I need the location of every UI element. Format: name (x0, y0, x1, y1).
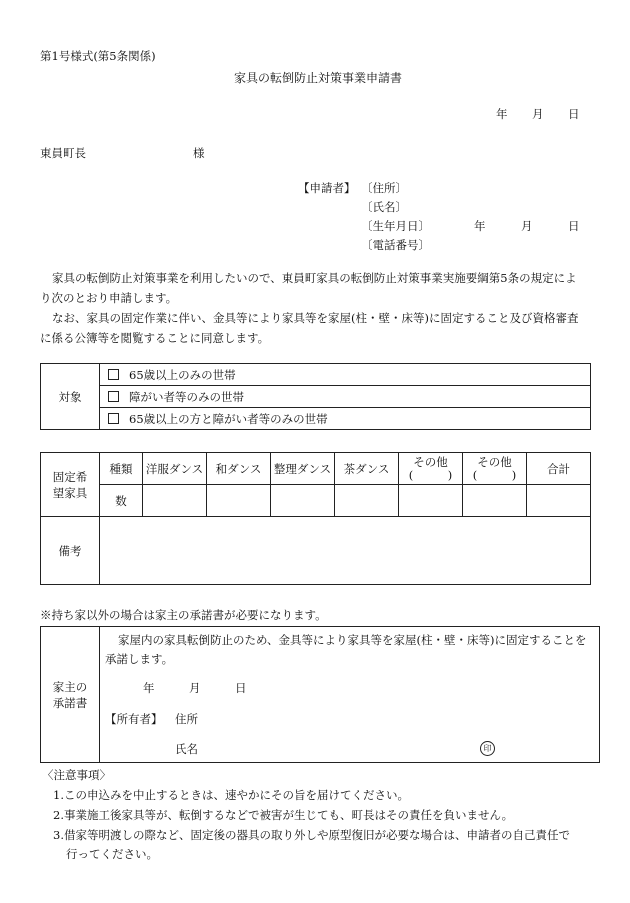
count-cell[interactable] (399, 485, 463, 517)
applicant-label: 【申請者】 (298, 181, 356, 195)
form-title: 家具の転倒防止対策事業申請書 (234, 71, 403, 85)
body-paragraph-1: 家具の転倒防止対策事業を利用したいので、東員町家具の転倒防止対策事業実施要綱第5条の規定によ (52, 271, 577, 285)
owner-consent-note: ※持ち家以外の場合は家主の承諾書が必要になります。 (40, 608, 327, 622)
target-label: 対象 (41, 364, 100, 430)
applicant-address-field[interactable]: 〔住所〕 (361, 181, 407, 195)
owner-label: 【所有者】 (105, 712, 163, 726)
count-cell[interactable] (335, 485, 399, 517)
col-storage-chest: 整理ダンス (271, 453, 335, 485)
owner-month-label: 月 (189, 681, 201, 695)
checkbox-icon[interactable] (108, 391, 119, 402)
note-item-cont: 行ってください。 (66, 847, 158, 861)
target-option[interactable]: 障がい者等のみの世帯 (100, 386, 591, 408)
remarks-cell[interactable] (100, 517, 591, 585)
owner-address-field[interactable]: 住所 (175, 712, 198, 726)
owner-consent-label: 家主の承諾書 (41, 627, 100, 763)
checkbox-icon[interactable] (108, 369, 119, 380)
target-table (40, 363, 591, 430)
birth-month-label: 月 (521, 219, 533, 233)
count-cell[interactable] (207, 485, 271, 517)
date-year: 年 (496, 107, 508, 121)
remarks-label: 備考 (41, 517, 100, 585)
applicant-birthdate-field[interactable]: 〔生年月日〕 (361, 219, 430, 233)
seal-icon: 印 (480, 740, 495, 756)
owner-day-label: 日 (235, 681, 247, 695)
count-cell[interactable] (271, 485, 335, 517)
owner-consent-text: 家屋内の家具転倒防止のため、金具等により家具等を家屋(柱・壁・床等)に固定することを (118, 633, 587, 647)
applicant-phone-field[interactable]: 〔電話番号〕 (361, 238, 430, 252)
birth-year-label: 年 (474, 219, 486, 233)
col-western-wardrobe: 洋服ダンス (143, 453, 207, 485)
count-label: 数 (100, 485, 143, 517)
col-total: 合計 (527, 453, 591, 485)
form-number: 第1号様式(第5条関係) (40, 49, 156, 63)
owner-consent-table (40, 626, 600, 763)
count-cell[interactable] (143, 485, 207, 517)
addressee-name: 東員町長 (40, 146, 86, 160)
col-other-1: その他 ( ) (399, 453, 463, 485)
owner-consent-body (100, 627, 600, 763)
kind-label: 種類 (100, 453, 143, 485)
owner-name-field[interactable]: 氏名 (175, 742, 198, 756)
count-cell[interactable] (527, 485, 591, 517)
date-day: 日 (568, 107, 580, 121)
body-paragraph-1-cont: り次のとおり申請します。 (40, 291, 178, 305)
addressee-honorific: 様 (193, 146, 205, 160)
owner-consent-text-cont: 承諾します。 (105, 652, 174, 666)
body-paragraph-2-cont: に係る公簿等を閲覧することに同意します。 (40, 331, 270, 345)
birth-day-label: 日 (568, 219, 580, 233)
date-month: 月 (532, 107, 544, 121)
furniture-table (40, 452, 591, 585)
col-other-2: その他 ( ) (463, 453, 527, 485)
body-paragraph-2: なお、家具の固定作業に伴い、金具等により家具等を家屋(柱・壁・床等)に固定すること及び資格審査 (52, 311, 579, 325)
notes-heading: 〈注意事項〉 (42, 768, 111, 782)
note-item: 1.この申込みを中止するときは、速やかにその旨を届けてください。 (53, 788, 409, 802)
col-tea-cabinet: 茶ダンス (335, 453, 399, 485)
note-item: 3.借家等明渡しの際など、固定後の器具の取り外しや原型復旧が必要な場合は、申請者の自己責任で (53, 828, 570, 842)
checkbox-icon[interactable] (108, 413, 119, 424)
owner-year-label: 年 (143, 681, 155, 695)
count-cell[interactable] (463, 485, 527, 517)
note-item: 2.事業施工後家具等が、転倒するなどで被害が生じても、町長はその責任を負いません。 (53, 808, 514, 822)
target-option[interactable]: 65歳以上の方と障がい者等のみの世帯 (100, 408, 591, 430)
target-option[interactable]: 65歳以上のみの世帯 (100, 364, 591, 386)
col-japanese-chest: 和ダンス (207, 453, 271, 485)
furniture-row-label: 固定希望家具 (41, 453, 100, 517)
applicant-name-field[interactable]: 〔氏名〕 (361, 200, 407, 214)
